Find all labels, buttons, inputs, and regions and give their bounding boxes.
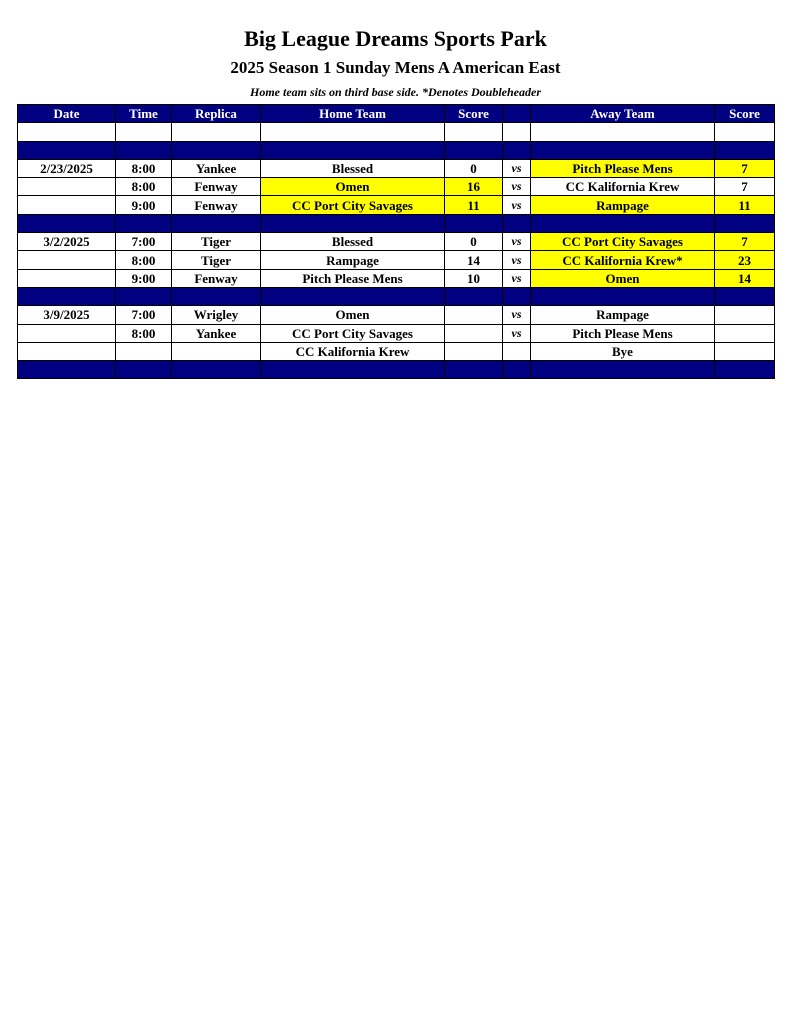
- empty-cell: [18, 123, 116, 141]
- empty-cell: [172, 361, 261, 379]
- cell-replica: Yankee: [172, 159, 261, 177]
- separator-row: [18, 287, 775, 305]
- cell-time: 8:00: [116, 324, 172, 342]
- game-row: [18, 251, 775, 269]
- empty-cell: [503, 141, 531, 159]
- cell-vs: vs: [503, 233, 531, 251]
- separator-row: [18, 214, 775, 232]
- page-title: Big League Dreams Sports Park: [244, 26, 547, 51]
- cell-away-team: Bye: [531, 342, 715, 360]
- cell-home-score: [445, 324, 503, 342]
- cell-vs: vs: [503, 196, 531, 214]
- empty-cell: [715, 141, 775, 159]
- cell-vs: vs: [503, 159, 531, 177]
- header-home-score: Score: [445, 105, 503, 123]
- empty-cell: [18, 141, 116, 159]
- cell-date: [18, 251, 116, 269]
- cell-away-score: 23: [715, 251, 775, 269]
- cell-replica: [172, 342, 261, 360]
- empty-cell: [261, 123, 445, 141]
- empty-cell: [503, 287, 531, 305]
- cell-home-score: 0: [445, 233, 503, 251]
- cell-date: [18, 269, 116, 287]
- header-time: Time: [116, 105, 172, 123]
- empty-cell: [531, 214, 715, 232]
- empty-cell: [116, 214, 172, 232]
- cell-time: 9:00: [116, 196, 172, 214]
- empty-cell: [531, 123, 715, 141]
- cell-away-score: [715, 324, 775, 342]
- header-date: Date: [18, 105, 116, 123]
- cell-vs: vs: [503, 251, 531, 269]
- cell-home-score: 11: [445, 196, 503, 214]
- cell-away-team: CC Kalifornia Krew*: [531, 251, 715, 269]
- cell-replica: Wrigley: [172, 306, 261, 324]
- header-replica: Replica: [172, 105, 261, 123]
- header-row: [18, 105, 775, 123]
- game-row: [18, 159, 775, 177]
- empty-cell: [715, 287, 775, 305]
- cell-home-team: CC Port City Savages: [261, 196, 445, 214]
- empty-cell: [18, 361, 116, 379]
- cell-home-score: 0: [445, 159, 503, 177]
- cell-vs: vs: [503, 306, 531, 324]
- header-away-score: Score: [715, 105, 775, 123]
- cell-replica: Yankee: [172, 324, 261, 342]
- empty-cell: [715, 361, 775, 379]
- empty-cell: [261, 361, 445, 379]
- cell-vs: vs: [503, 178, 531, 196]
- cell-away-team: Rampage: [531, 196, 715, 214]
- cell-date: 3/2/2025: [18, 233, 116, 251]
- cell-away-score: 7: [715, 178, 775, 196]
- separator-row: [18, 361, 775, 379]
- empty-cell: [116, 123, 172, 141]
- game-row: [18, 324, 775, 342]
- cell-date: [18, 342, 116, 360]
- empty-cell: [531, 361, 715, 379]
- empty-cell: [172, 214, 261, 232]
- cell-time: 7:00: [116, 306, 172, 324]
- game-row: [18, 196, 775, 214]
- empty-cell: [172, 141, 261, 159]
- cell-replica: Tiger: [172, 233, 261, 251]
- empty-cell: [172, 287, 261, 305]
- empty-cell: [18, 287, 116, 305]
- empty-cell: [503, 361, 531, 379]
- cell-time: 8:00: [116, 178, 172, 196]
- cell-home-score: [445, 306, 503, 324]
- empty-cell: [531, 287, 715, 305]
- cell-replica: Fenway: [172, 196, 261, 214]
- empty-cell: [116, 141, 172, 159]
- header-away-team: Away Team: [531, 105, 715, 123]
- cell-home-team: CC Port City Savages: [261, 324, 445, 342]
- empty-cell: [445, 123, 503, 141]
- cell-away-score: 7: [715, 233, 775, 251]
- cell-vs: vs: [503, 269, 531, 287]
- game-row: [18, 269, 775, 287]
- cell-date: 2/23/2025: [18, 159, 116, 177]
- schedule-note: Home team sits on third base side. *Denotes Doubleheader: [250, 85, 541, 99]
- cell-vs: [503, 342, 531, 360]
- empty-cell: [18, 214, 116, 232]
- cell-time: 8:00: [116, 251, 172, 269]
- schedule-body: [18, 123, 775, 379]
- cell-home-team: Pitch Please Mens: [261, 269, 445, 287]
- empty-cell: [503, 214, 531, 232]
- empty-cell: [715, 214, 775, 232]
- empty-cell: [445, 141, 503, 159]
- cell-home-team: CC Kalifornia Krew: [261, 342, 445, 360]
- empty-cell: [503, 123, 531, 141]
- empty-cell: [261, 214, 445, 232]
- cell-time: 8:00: [116, 159, 172, 177]
- cell-home-team: Rampage: [261, 251, 445, 269]
- empty-cell: [445, 361, 503, 379]
- cell-time: [116, 342, 172, 360]
- cell-home-team: Omen: [261, 178, 445, 196]
- separator-row: [18, 141, 775, 159]
- empty-cell: [172, 123, 261, 141]
- header-home-team: Home Team: [261, 105, 445, 123]
- cell-date: [18, 178, 116, 196]
- empty-cell: [715, 123, 775, 141]
- empty-cell: [531, 141, 715, 159]
- empty-cell: [116, 287, 172, 305]
- cell-home-score: 16: [445, 178, 503, 196]
- cell-replica: Tiger: [172, 251, 261, 269]
- cell-vs: vs: [503, 324, 531, 342]
- cell-replica: Fenway: [172, 178, 261, 196]
- cell-away-team: Pitch Please Mens: [531, 159, 715, 177]
- cell-away-team: Pitch Please Mens: [531, 324, 715, 342]
- cell-home-score: 14: [445, 251, 503, 269]
- empty-cell: [445, 287, 503, 305]
- cell-home-team: Blessed: [261, 159, 445, 177]
- cell-date: [18, 324, 116, 342]
- empty-cell: [445, 214, 503, 232]
- cell-away-team: Rampage: [531, 306, 715, 324]
- cell-date: [18, 196, 116, 214]
- cell-home-team: Omen: [261, 306, 445, 324]
- page-subtitle: 2025 Season 1 Sunday Mens A American East: [230, 58, 561, 77]
- empty-cell: [116, 361, 172, 379]
- blank-row: [18, 123, 775, 141]
- cell-home-score: [445, 342, 503, 360]
- empty-cell: [261, 287, 445, 305]
- cell-away-score: 14: [715, 269, 775, 287]
- cell-away-team: CC Port City Savages: [531, 233, 715, 251]
- cell-time: 9:00: [116, 269, 172, 287]
- cell-home-score: 10: [445, 269, 503, 287]
- cell-home-team: Blessed: [261, 233, 445, 251]
- cell-away-team: CC Kalifornia Krew: [531, 178, 715, 196]
- cell-away-score: [715, 342, 775, 360]
- empty-cell: [261, 141, 445, 159]
- cell-replica: Fenway: [172, 269, 261, 287]
- game-row: [18, 178, 775, 196]
- game-row: [18, 342, 775, 360]
- cell-away-score: [715, 306, 775, 324]
- header-vs: [503, 105, 531, 123]
- cell-away-score: 7: [715, 159, 775, 177]
- cell-away-score: 11: [715, 196, 775, 214]
- cell-away-team: Omen: [531, 269, 715, 287]
- cell-date: 3/9/2025: [18, 306, 116, 324]
- cell-time: 7:00: [116, 233, 172, 251]
- schedule-table: [17, 104, 775, 379]
- game-row: [18, 306, 775, 324]
- game-row: [18, 233, 775, 251]
